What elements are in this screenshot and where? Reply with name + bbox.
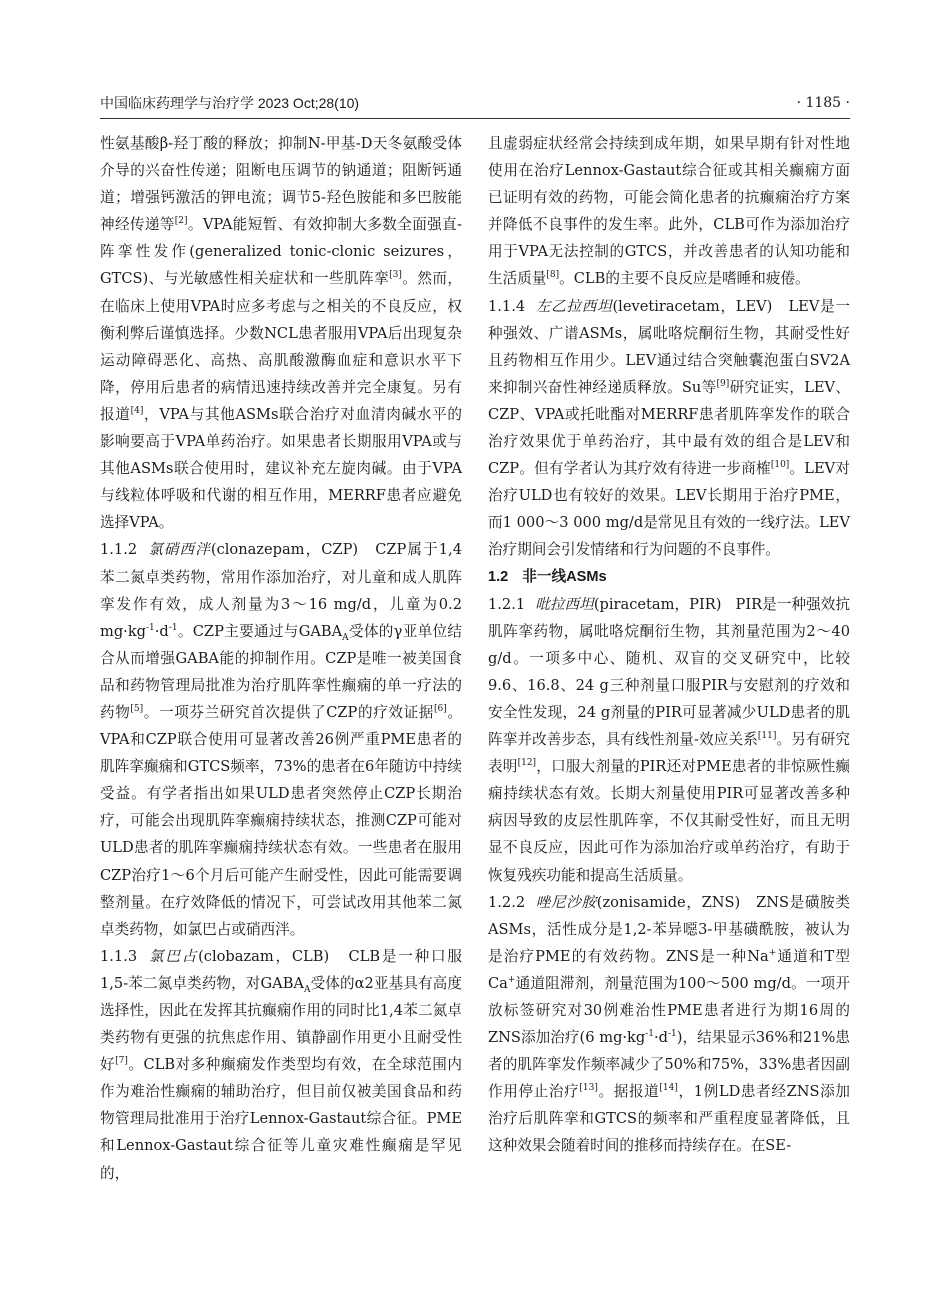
section-number: 1.1.3 (100, 947, 138, 965)
citation-ref[interactable]: [13] (579, 1083, 598, 1094)
paragraph-clb-cont: 且虚弱症状经常会持续到成年期，如果早期有针对性地使用在治疗Lennox-Gastaut综合征或其相关癫痫方面已证明有效的药物，可能会简化患者的抗癫痫治疗方案并降低不良事件的发生率。此外，CLB可作为添加治疗用于VPA无法控制的GTCS，并改善患者的认知功能和生活质量[8]。CLB的主要不良反应是嗜睡和疲倦。 (488, 135, 850, 288)
section-1-2-heading: 1.2 非一线ASMs (488, 568, 607, 585)
citation-ref[interactable]: [11] (757, 731, 777, 742)
page-number: · 1185 · (796, 95, 850, 111)
journal-citation: 中国临床药理学与治疗学 2023 Oct;28(10) (100, 95, 360, 111)
citation-ref[interactable]: [8] (546, 270, 560, 281)
section-number: 1.1.4 (488, 297, 526, 315)
citation-ref[interactable]: [14] (659, 1083, 678, 1094)
right-column (488, 130, 850, 1160)
citation-ref[interactable]: [7] (115, 1056, 128, 1067)
citation-ref[interactable]: [5] (130, 704, 144, 715)
section-1-1-3: 1.1.3 氯巴占(clobazam，CLB) CLB是一种口服1,5-苯二氮卓类药物，对$GABA_A$受体的α2亚基具有高度选择性，因此在发挥其抗癫痫作用的同时比1,4苯二氮卓类药物有更强的抗焦虑作用、镇静副作用更小且耐受性好[7]。CLB对多种癫痫发作类型均有效，在全球范围内作为难治性癫痫的辅助治疗，但目前仅被美国食品和药物管理局批准用于治疗Lennox-Gastaut综合征。PME和Lennox-Gastaut综合征等儿童灾难性癫痫是罕见的， (100, 947, 463, 1182)
section-1-2-2: 1.2.2 唑尼沙胺(zonisamide，ZNS) ZNS是磺胺类ASMs，活性成分是1,2-苯异噁3-甲基磺酰胺，被认为是治疗PME的有效药物。ZNS是一种Na+通道和T型Ca+通道阻滞剂，剂量范围为100～500 mg/d。一项开放标签研究对30例难治性PME患者进行为期16周的ZNS添加治疗(6 $mg\cdot kg^{-1}\cdot d^{-1}$)，结果显示36%和21%患者的肌阵挛发作频率减少了50%和75%，33%患者因副作用停止治疗[13]。据报道[14]，1例LD患者经ZNS添加治疗后肌阵挛和GTCS的频率和严重程度显著降低，且这种效果会随着时间的推移而持续存在。在SE- (488, 893, 851, 1155)
section-number: 1.1.2 (100, 541, 138, 559)
citation-ref[interactable]: [9] (716, 378, 730, 389)
citation-ref[interactable]: [3] (389, 270, 402, 281)
left-column (100, 130, 462, 1187)
citation-ref[interactable]: [10] (770, 460, 790, 471)
drug-name: 氯巴占 (147, 947, 199, 965)
drug-name: 吡拉西坦 (535, 595, 594, 613)
section-number: 1.2.2 (488, 893, 526, 911)
citation-ref[interactable]: [12] (517, 758, 537, 769)
citation-ref[interactable]: [2] (174, 216, 188, 227)
section-1-2-1: 1.2.1 吡拉西坦(piracetam，PIR) PIR是一种强效抗肌阵挛药物，属吡咯烷酮衍生物，其剂量范围为2～40 g/d。一项多中心、随机、双盲的交叉研究中，比较9.6、16.8、24 g三种剂量口服PIR与安慰剂的疗效和安全性发现，24 g剂量的PIR可显著减少ULD患者的肌阵挛并改善步态，具有线性剂量-效应关系[11]。另有研究表明[12]，口服大剂量的PIR还对PME患者的非惊厥性癫痫持续状态有效。长期大剂量使用PIR可显著改善多种病因导致的皮层性肌阵挛，不仅其耐受性好，而且无明显不良反应，因此可作为添加治疗或单药治疗，有助于恢复残疾功能和提高生活质量。 (488, 595, 851, 884)
paragraph-vpa: 性氨基酸β-羟丁酸的释放；抑制N-甲基-D天冬氨酸受体介导的兴奋性传递；阻断电压调节的钠通道；阻断钙通道；增强钙激活的钾电流；调节5-羟色胺能和多巴胺能神经传递等[2]。VPA能短暂、有效抑制大多数全面强直-阵挛性发作(generalized tonic-clonic seizures，GTCS)、与光敏感性相关症状和一些肌阵挛[3]。然而，在临床上使用VPA时应多考虑与之相关的不良反应，权衡利弊后谨慎选择。少数NCL患者服用VPA后出现复杂运动障碍恶化、高热、高肌酸激酶血症和意识水平下降，停用后患者的病情迅速持续改善并完全康复。另有报道[4]，VPA与其他ASMs联合治疗对血清肉碱水平的影响要高于VPA单药治疗。如果患者长期服用VPA或与其他ASMs联合使用时，建议补充左旋肉碱。由于VPA与线粒体呼吸和代谢的相互作用，MERRF患者应避免选择VPA。 (100, 135, 462, 532)
section-1-1-2: 1.1.2 氯硝西泮(clonazepam，CZP) CZP属于1,4苯二氮卓类药物，常用作添加治疗，对儿童和成人肌阵挛发作有效，成人剂量为3～16 mg/d，儿童为0.2 $mg\cdot kg^{-1}\cdot d^{-1}$。CZP主要通过与$GABA_A$受体的γ亚单位结合从而增强GABA能的抑制作用。CZP是唯一被美国食品和药物管理局批准为治疗肌阵挛性癫痫的单一疗法的药物[5]。一项芬兰研究首次提供了CZP的疗效证据[6]。VPA和CZP联合使用可显著改善26例严重PME患者的肌阵挛癫痫和GTCS频率，73%的患者在6年随访中持续受益。有学者指出如果ULD患者突然停止CZP长期治疗，可能会出现肌阵挛癫痫持续状态，推测CZP可能对ULD患者的肌阵挛癫痫持续状态有效。一些患者在服用CZP治疗1～6个月后可能产生耐受性，因此可能需要调整剂量。在疗效降低的情况下，可尝试改用其他苯二氮卓类药物，如氯巴占或硝西泮。 (100, 541, 462, 938)
citation-ref[interactable]: [4] (130, 406, 144, 417)
drug-name: 左乙拉西坦 (535, 297, 613, 315)
drug-name: 氯硝西泮 (147, 541, 211, 559)
citation-ref[interactable]: [6] (434, 704, 447, 715)
drug-name: 唑尼沙胺 (535, 893, 597, 911)
running-header (100, 88, 850, 119)
section-1-1-4: 1.1.4 左乙拉西坦(levetiracetam，LEV) LEV是一种强效、广谱ASMs，属吡咯烷酮衍生物，其耐受性好且药物相互作用少。LEV通过结合突触囊泡蛋白SV2A来抑制兴奋性神经递质释放。Su等[9]研究证实，LEV、CZP、VPA或托吡酯对MERRF患者肌阵挛发作的联合治疗效果优于单药治疗，其中最有效的组合是LEV和CZP。但有学者认为其疗效有待进一步商榷[10]。LEV对治疗ULD也有较好的效果。LEV长期用于治疗PME，而1 000～3 000 mg/d是常见且有效的一线疗法。LEV治疗期间会引发情绪和行为问题的不良事件。 (488, 297, 850, 559)
section-number: 1.2.1 (488, 595, 526, 613)
